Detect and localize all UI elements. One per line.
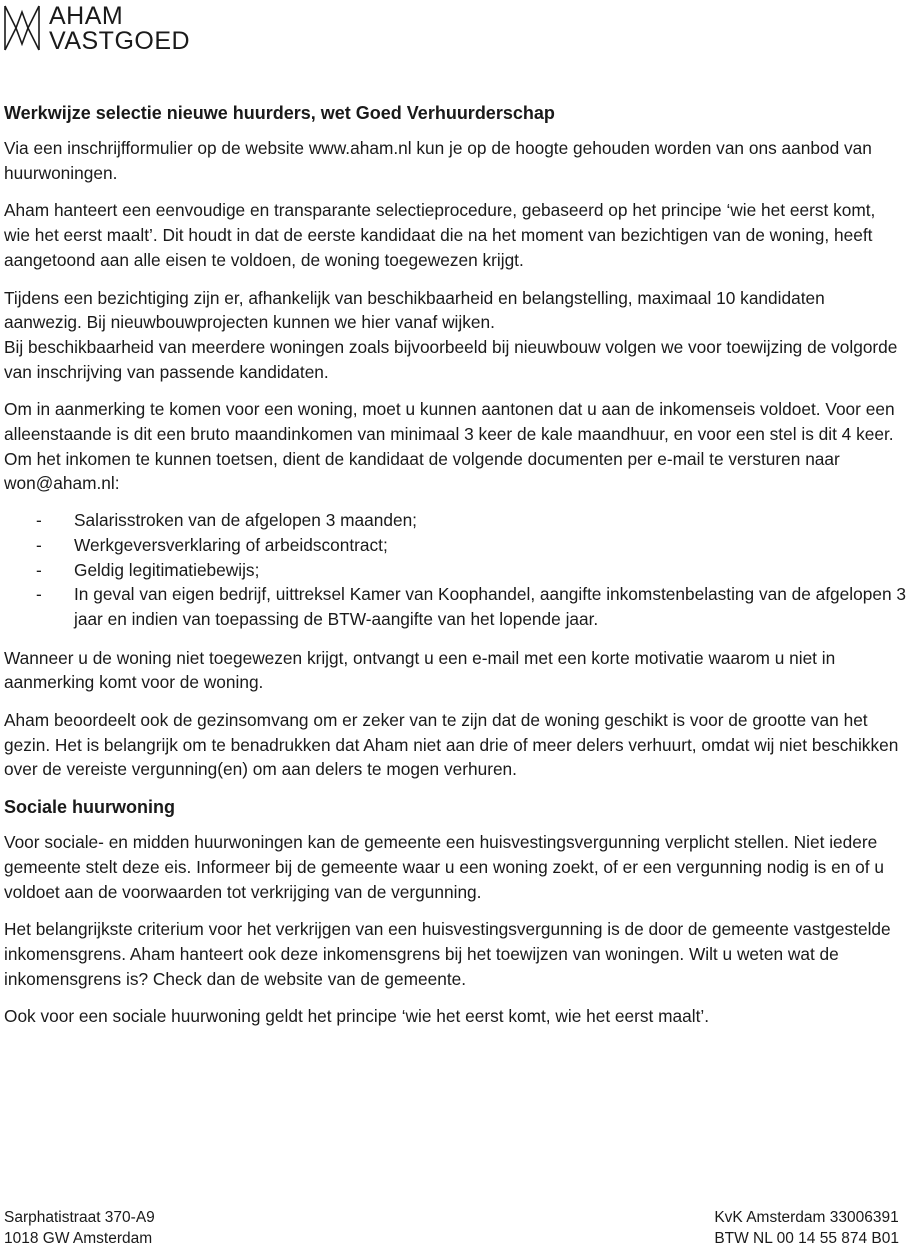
- logo-line1: AHAM: [49, 2, 124, 30]
- paragraph-housing-permit: Voor sociale- en midden huurwoningen kan de gemeente een huisvestingsvergunning verplicht stellen. Niet iedere gemeente stelt deze eis. Informeer bij de gemeente waar u een woning zoekt, of er een vergunning nodig is en of u voldoet aan de voorwaarden tot verkrijging van de vergunning.: [4, 832, 884, 902]
- address-street: Sarphatistraat 370-A9: [4, 1209, 155, 1226]
- list-item: [4, 558, 906, 583]
- paragraph-new-build-allocation: Bij beschikbaarheid van meerdere woningen zoals bijvoorbeeld bij nieuwbouw volgen we voor toewijzing de volgorde van inschrijving van passende kandidaten.: [4, 336, 898, 382]
- paragraph-registration: Via een inschrijfformulier op de website www.aham.nl kun je op de hoogte gehouden worden van ons aanbod van huurwoningen.: [4, 138, 872, 183]
- list-dash: -: [36, 534, 42, 555]
- list-item: [4, 533, 906, 558]
- document-body: [4, 101, 906, 1042]
- address-city: 1018 GW Amsterdam: [4, 1230, 153, 1247]
- paragraph-household-size: Aham beoordeelt ook de gezinsomvang om er zeker van te zijn dat de woning geschikt is voor de grootte van het gezin. Het is belangrijk om te benadrukken dat Aham niet aan drie of meer delers verhuurt, omdat wij niet beschikken over de vereiste vergunning(en) om aan delers te mogen verhuren.: [4, 710, 899, 780]
- list-dash: -: [36, 559, 42, 580]
- aham-monogram-icon: [4, 4, 40, 52]
- list-item: [4, 508, 906, 533]
- list-item: [4, 582, 906, 631]
- paragraph-viewing: Tijdens een bezichtiging zijn er, afhankelijk van beschikbaarheid en belangstelling, maximaal 10 kandidaten aanwezig. Bij nieuwbouwprojecten kunnen we hier vanaf wijken.: [4, 287, 825, 333]
- logo-wordmark: [49, 4, 190, 54]
- paragraph-first-come-principle: Ook voor een sociale huurwoning geldt het principe ‘wie het eerst komt, wie het eerst maalt’.: [4, 1006, 710, 1027]
- footer-registration: [714, 1207, 899, 1249]
- footer: [4, 1207, 899, 1249]
- list-item-text: Salarisstroken van de afgelopen 3 maanden;: [74, 510, 417, 531]
- list-item-text: Geldig legitimatiebewijs;: [74, 559, 260, 580]
- paragraph-rejection-notice: Wanneer u de woning niet toegewezen krijgt, ontvangt u een e-mail met een korte motivatie waarom u niet in aanmerking komt voor de woning.: [4, 647, 836, 693]
- btw-number: BTW NL 00 14 55 874 B01: [714, 1230, 899, 1247]
- document-title: Werkwijze selectie nieuwe huurders, wet Goed Verhuurderschap: [4, 103, 555, 123]
- company-logo: [4, 4, 190, 54]
- paragraph-income-limit: Het belangrijkste criterium voor het verkrijgen van een huisvestingsvergunning is de door de gemeente vastgestelde inkomensgrens. Aham hanteert ook deze inkomensgrens bij het toewijzen van woningen. Wilt u weten wat de inkomensgrens is? Check dan de website van de gemeente.: [4, 919, 891, 989]
- logo-line2: VASTGOED: [49, 27, 191, 55]
- section-title-social-housing: Sociale huurwoning: [4, 797, 176, 818]
- list-dash: -: [36, 584, 42, 605]
- list-item-text: Werkgeversverklaring of arbeidscontract;: [74, 534, 388, 555]
- list-item-text: In geval van eigen bedrijf, uittreksel Kamer van Koophandel, aangifte inkomstenbelasting van de afgelopen 3 jaar en indien van toepassing de BTW-aangifte van het lopende jaar.: [74, 584, 906, 629]
- list-dash: -: [36, 510, 42, 531]
- paragraph-selection-procedure: Aham hanteert een eenvoudige en transparante selectieprocedure, gebaseerd op het principe ‘wie het eerst komt, wie het eerst maalt’. Dit houdt in dat de eerste kandidaat die na het moment van bezichtigen van de woning, heeft aangetoond aan alle eisen te voldoen, de woning toegewezen krijgt.: [4, 200, 876, 270]
- footer-address: [4, 1207, 155, 1249]
- kvk-number: KvK Amsterdam 33006391: [714, 1209, 899, 1226]
- documents-list: [4, 508, 906, 632]
- paragraph-income-requirement: Om in aanmerking te komen voor een woning, moet u kunnen aantonen dat u aan de inkomenseis voldoet. Voor een alleenstaande is dit een bruto maandinkomen van minimaal 3 keer de kale maandhuur, en voor een stel is dit 4 keer. Om het inkomen te kunnen toetsen, dient de kandidaat de volgende documenten per e-mail te versturen naar won@aham.nl:: [4, 399, 895, 494]
